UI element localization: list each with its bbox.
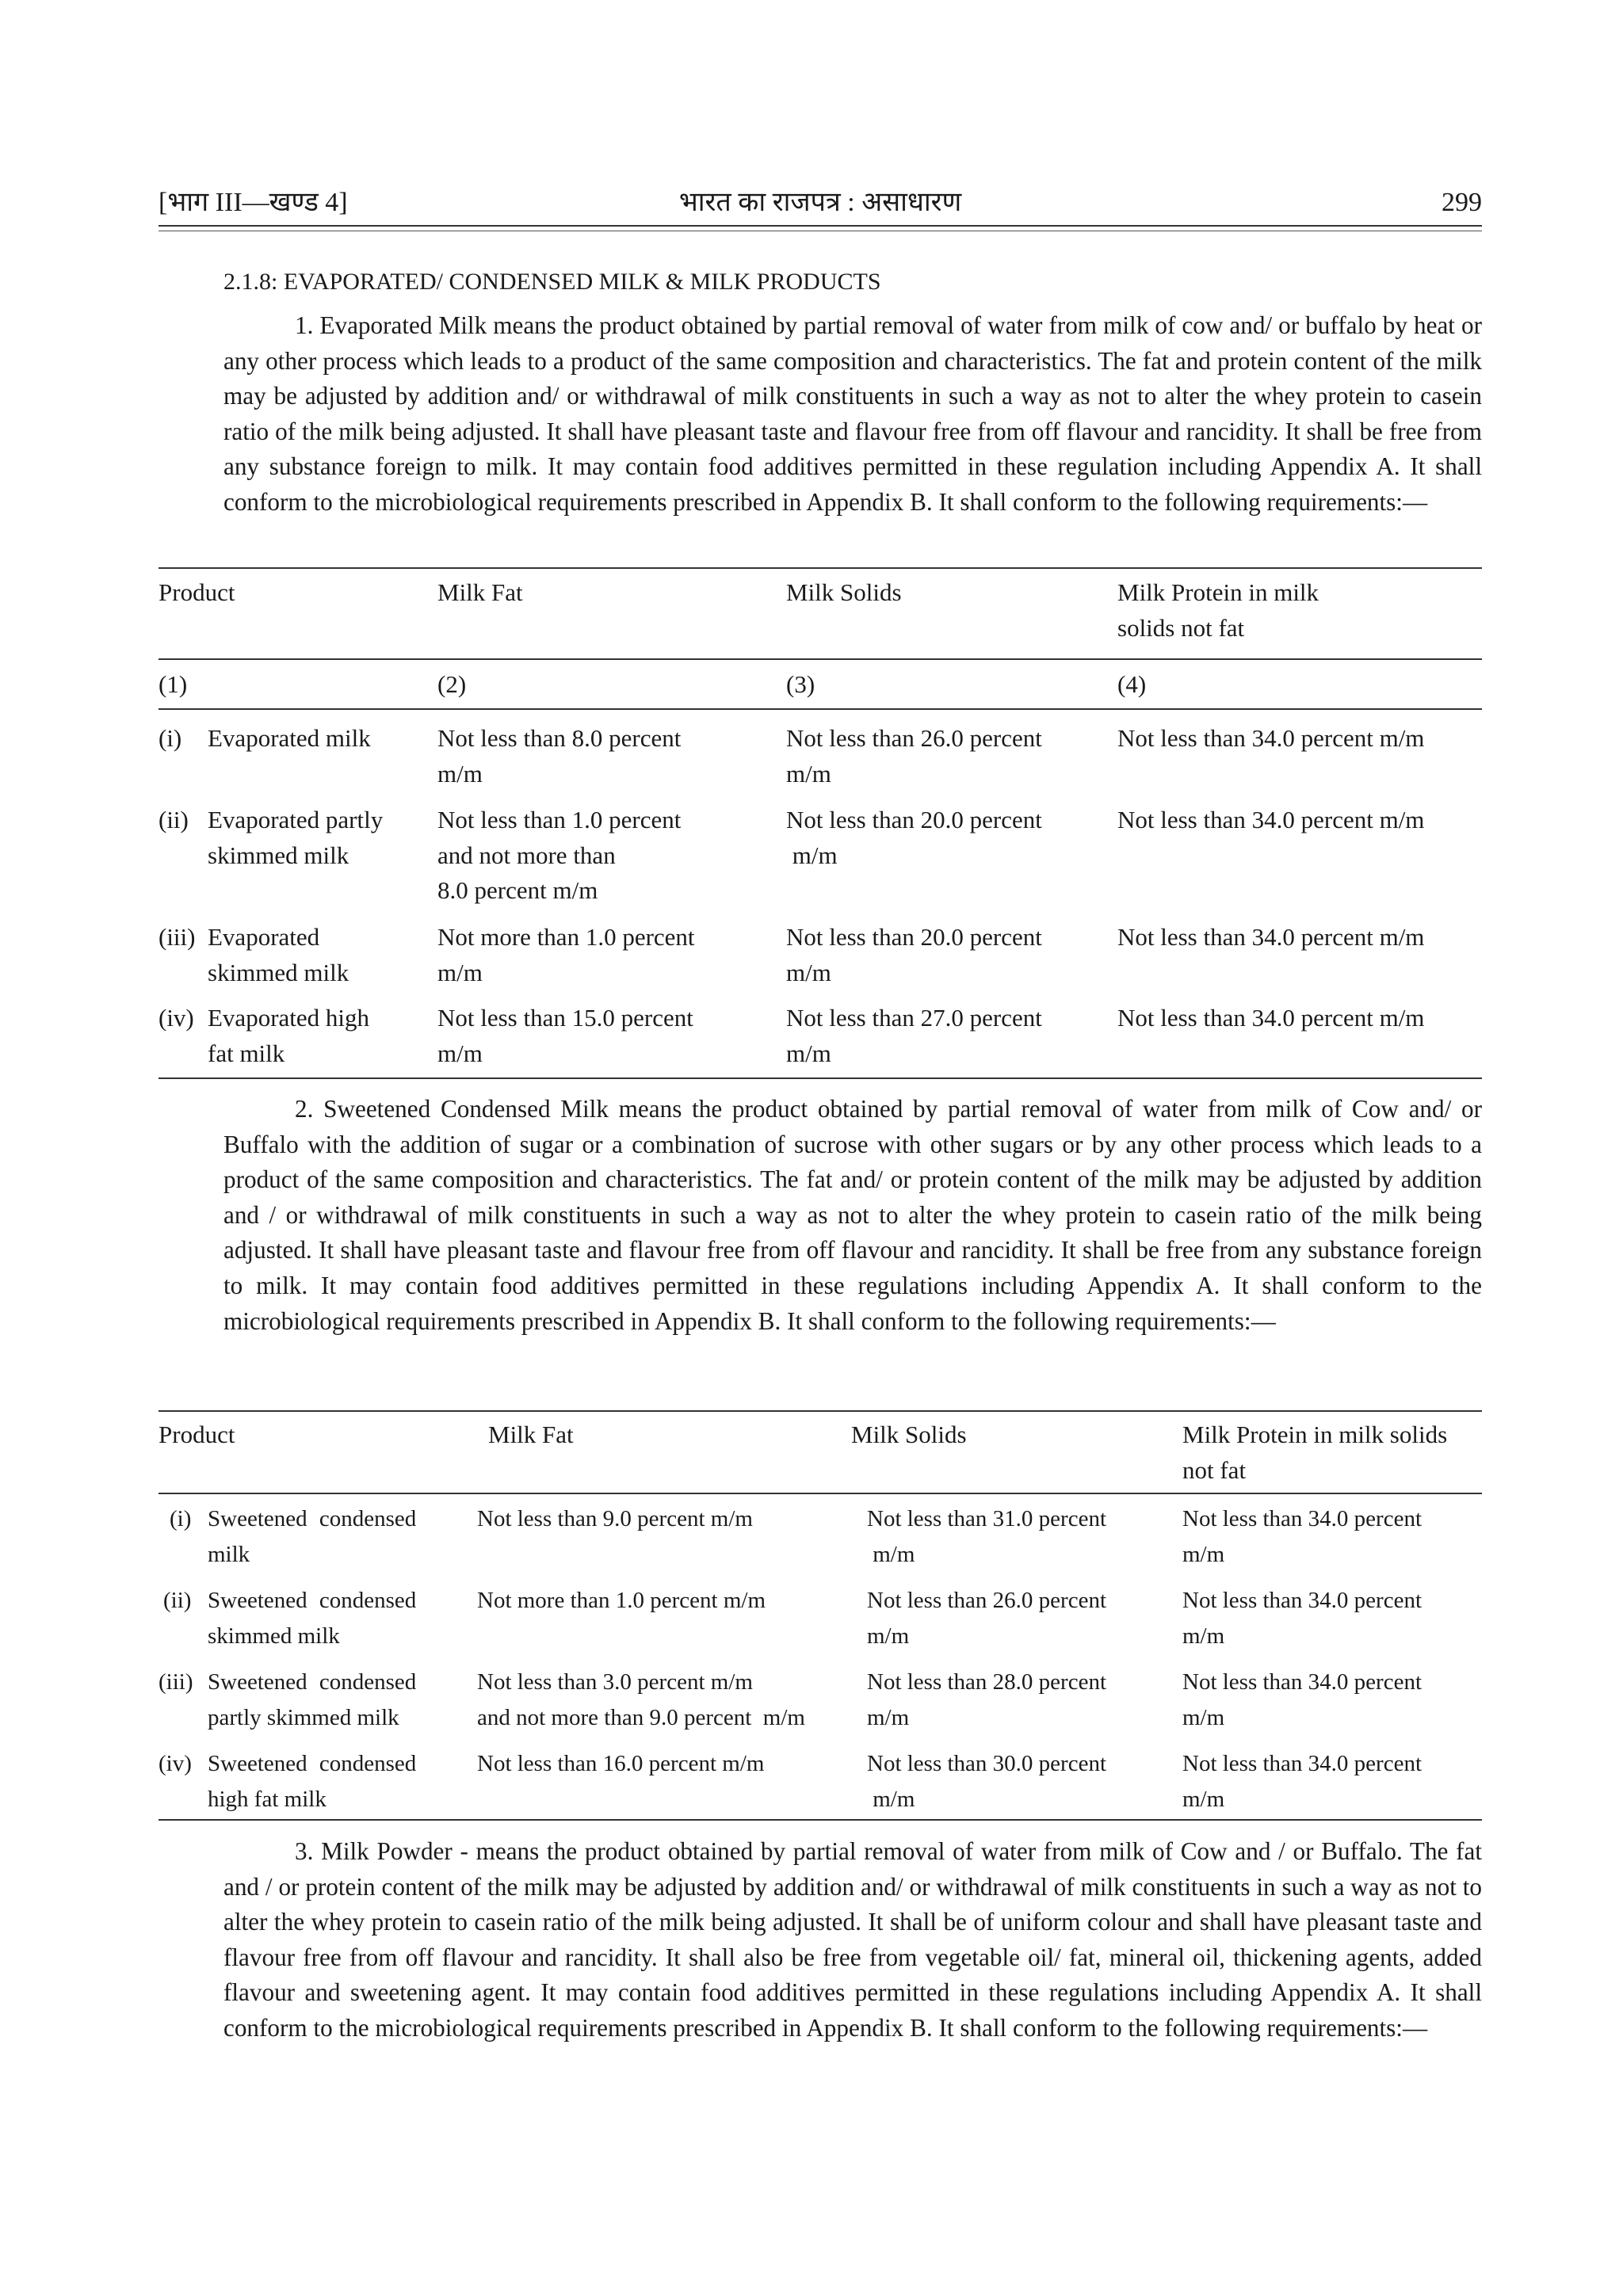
cell-line: m/m [1182, 1704, 1225, 1730]
section-title: 2.1.8: EVAPORATED/ CONDENSED MILK & MILK PRODUCTS [223, 269, 881, 295]
table-rule [158, 567, 1482, 569]
cell-line: skimmed milk [208, 958, 349, 986]
header-part-section: [भाग III—खण्ड 4] [158, 188, 348, 217]
column-header-line: solids not fat [1117, 613, 1245, 642]
cell-line: m/m [867, 1704, 910, 1730]
table-evaporated-milk [158, 567, 1482, 1079]
cell-line: m/m [437, 1039, 483, 1067]
milk-fat-value [477, 1746, 764, 1782]
row-number: (iv) [158, 1751, 192, 1776]
milk-fat-value [477, 1501, 753, 1537]
cell-line: m/m [1182, 1623, 1225, 1649]
cell-line: Not more than 1.0 percent [437, 923, 695, 951]
column-header-product: Product [158, 578, 235, 606]
paragraph-sweetened-condensed-milk: 2. Sweetened Condensed Milk means the product obtained by partial removal of water from milk of Cow and/ or Buffalo with the addition of sugar or a combination of sucrose with other sugars or by any other process which leads to a product of the same composition and characteristics. The fat and/ or protein content of the milk may be adjusted by addition and / or withdrawal of milk constituents in such a way as not to alter the whey protein to casein ratio of the milk being adjusted. It shall have pleasant taste and flavour free from off flavour and rancidity. It shall be free from any substance foreign to milk. It may contain food additives permitted in these regulations including Appendix A. It shall conform to the microbiological requirements prescribed in Appendix B. It shall conform to the following requirements:— [223, 1095, 1482, 1335]
milk-protein-value [1117, 1001, 1424, 1036]
row-number: (ii) [163, 1588, 192, 1613]
cell-line: partly skimmed milk [208, 1704, 399, 1730]
cell-line: Not less than 34.0 percent [1182, 1669, 1423, 1695]
milk-solids-value [867, 1583, 1106, 1653]
column-header-milk-fat: Milk Fat [437, 578, 523, 606]
column-header-milk-solids: Milk Solids [851, 1421, 967, 1448]
cell-line: Not less than 1.0 percent [437, 806, 682, 833]
cell-line: m/m [437, 958, 483, 986]
paragraph-evaporated-milk: 1. Evaporated Milk means the product obtained by partial removal of water from milk of cow and/ or buffalo by heat or any other process which leads to a product of the same composition and characteristics. The fat and protein content of the milk may be adjusted by addition and/ or withdrawal of milk constituents in such a way as not to alter the whey protein to casein ratio of the milk being adjusted. It shall have pleasant taste and flavour free from off flavour and rancidity. It shall be free from any substance foreign to milk. It may contain food additives permitted in these regulation including Appendix A. It shall conform to the microbiological requirements prescribed in Appendix B. It shall conform to the following requirements:— [223, 311, 1482, 516]
cell-line: Not less than 26.0 percent [867, 1588, 1107, 1613]
column-number: (2) [437, 670, 467, 698]
paragraph-milk-powder: 3. Milk Powder - means the product obtained by partial removal of water from milk of Cow and / or Buffalo. The fat and / or protein content of the milk may be adjusted by addition and/ or withdrawal of milk constituents in such a way as not to alter the whey protein to casein ratio of the milk being adjusted. It shall be of uniform colour and shall have pleasant taste and flavour free from off flavour and rancidity. It shall also be free from vegetable oil/ fat, mineral oil, thickening agents, added flavour and sweetening agent. It may contain food additives permitted in these regulations including Appendix A. It shall conform to the microbiological requirements prescribed in Appendix B. It shall conform to the following requirements:— [223, 1837, 1482, 2042]
row-number: (iii) [158, 923, 196, 951]
product-name [208, 920, 349, 990]
cell-line: Not less than 15.0 percent [437, 1004, 693, 1032]
cell-line: Evaporated high [208, 1004, 370, 1032]
cell-line: m/m [786, 841, 838, 869]
cell-line: 8.0 percent m/m [437, 876, 598, 904]
cell-line: Evaporated [208, 923, 320, 951]
column-header-line: Milk Protein in milk solids [1182, 1421, 1448, 1448]
cell-line: and not more than [437, 841, 616, 869]
cell-line: Evaporated milk [208, 724, 371, 752]
cell-line: m/m [1182, 1786, 1225, 1812]
table-sweetened-condensed-milk [158, 1410, 1482, 1822]
cell-line: Not less than 34.0 percent [1182, 1588, 1423, 1613]
cell-line: m/m [867, 1623, 910, 1649]
cell-line: Not less than 31.0 percent [867, 1506, 1107, 1531]
milk-fat-value [477, 1665, 805, 1735]
cell-line: m/m [867, 1786, 915, 1812]
cell-line: Not less than 30.0 percent [867, 1751, 1107, 1776]
column-header-milk-protein [1117, 575, 1319, 646]
column-header-line: not fat [1182, 1455, 1247, 1484]
cell-line: high fat milk [208, 1786, 327, 1812]
cell-line: Not less than 3.0 percent m/m [477, 1669, 753, 1695]
column-number: (3) [786, 670, 815, 698]
cell-line: m/m [1182, 1541, 1225, 1567]
cell-line: Sweetened condensed [208, 1669, 417, 1695]
milk-fat-value [477, 1583, 766, 1619]
milk-solids-value [867, 1746, 1106, 1817]
milk-protein-value [1117, 721, 1424, 757]
table-rule [158, 658, 1482, 660]
table-rule [158, 1819, 1482, 1821]
milk-solids-value [867, 1501, 1106, 1572]
milk-protein-value [1182, 1501, 1422, 1572]
product-name [208, 1583, 416, 1653]
product-name [208, 1665, 416, 1735]
cell-line: Not less than 34.0 percent m/m [1117, 724, 1425, 752]
column-header-milk-solids: Milk Solids [786, 578, 902, 606]
milk-solids-value [786, 721, 1042, 791]
cell-line: m/m [786, 958, 831, 986]
cell-line: Sweetened condensed [208, 1506, 417, 1531]
milk-solids-value [786, 1001, 1042, 1071]
page-header [158, 185, 1482, 221]
row-number: (i) [170, 1506, 192, 1531]
cell-line: m/m [867, 1541, 915, 1567]
milk-fat-value [437, 920, 695, 990]
cell-line: Not more than 1.0 percent m/m [477, 1588, 766, 1613]
column-header-line: Milk Protein in milk [1117, 578, 1319, 606]
milk-fat-value [437, 1001, 693, 1071]
cell-line: Not less than 28.0 percent [867, 1669, 1107, 1695]
cell-line: Sweetened condensed [208, 1588, 417, 1613]
cell-line: Not less than 9.0 percent m/m [477, 1506, 753, 1531]
table-rule [158, 708, 1482, 710]
milk-protein-value [1182, 1746, 1422, 1817]
product-name [208, 1501, 416, 1572]
cell-line: Not less than 34.0 percent m/m [1117, 923, 1425, 951]
cell-line: and not more than 9.0 percent m/m [477, 1704, 805, 1730]
cell-line: Not less than 20.0 percent [786, 806, 1042, 833]
product-name [208, 1001, 369, 1071]
milk-protein-value [1182, 1583, 1422, 1653]
milk-fat-value [437, 803, 681, 909]
milk-protein-value [1117, 803, 1424, 838]
cell-line: m/m [786, 759, 831, 788]
cell-line: Evaporated partly [208, 806, 384, 833]
cell-line: Not less than 34.0 percent m/m [1117, 1004, 1425, 1032]
cell-line: milk [208, 1541, 250, 1567]
milk-solids-value [867, 1665, 1106, 1735]
cell-line: skimmed milk [208, 841, 349, 869]
column-header-product: Product [158, 1421, 235, 1448]
milk-solids-value [786, 803, 1042, 873]
product-name [208, 1746, 416, 1817]
row-number: (iii) [158, 1669, 193, 1695]
column-number: (1) [158, 670, 188, 698]
cell-line: Not less than 34.0 percent [1182, 1506, 1423, 1531]
milk-solids-value [786, 920, 1042, 990]
milk-protein-value [1117, 920, 1424, 955]
column-header-milk-fat: Milk Fat [488, 1421, 574, 1448]
cell-line: m/m [786, 1039, 831, 1067]
row-number: (ii) [158, 806, 189, 833]
header-rule-top [158, 225, 1482, 227]
row-number: (i) [158, 724, 182, 752]
cell-line: skimmed milk [208, 1623, 340, 1649]
cell-line: Not less than 34.0 percent m/m [1117, 806, 1425, 833]
cell-line: Not less than 20.0 percent [786, 923, 1042, 951]
cell-line: Not less than 8.0 percent [437, 724, 682, 752]
product-name [208, 803, 383, 873]
row-number: (iv) [158, 1004, 194, 1032]
product-name [208, 721, 371, 757]
cell-line: fat milk [208, 1039, 285, 1067]
column-header-milk-protein [1182, 1417, 1447, 1488]
cell-line: Not less than 34.0 percent [1182, 1751, 1423, 1776]
column-number: (4) [1117, 670, 1147, 698]
table-rule [158, 1410, 1482, 1412]
milk-protein-value [1182, 1665, 1422, 1735]
cell-line: Not less than 27.0 percent [786, 1004, 1042, 1032]
cell-line: Sweetened condensed [208, 1751, 417, 1776]
table-rule [158, 1493, 1482, 1494]
cell-line: Not less than 16.0 percent m/m [477, 1751, 765, 1776]
table-rule [158, 1077, 1482, 1079]
cell-line: Not less than 26.0 percent [786, 724, 1042, 752]
cell-line: m/m [437, 759, 483, 788]
header-gazette-title: भारत का राजपत्र : असाधारण [678, 188, 962, 217]
milk-fat-value [437, 721, 681, 791]
page-number: 299 [1442, 188, 1482, 217]
